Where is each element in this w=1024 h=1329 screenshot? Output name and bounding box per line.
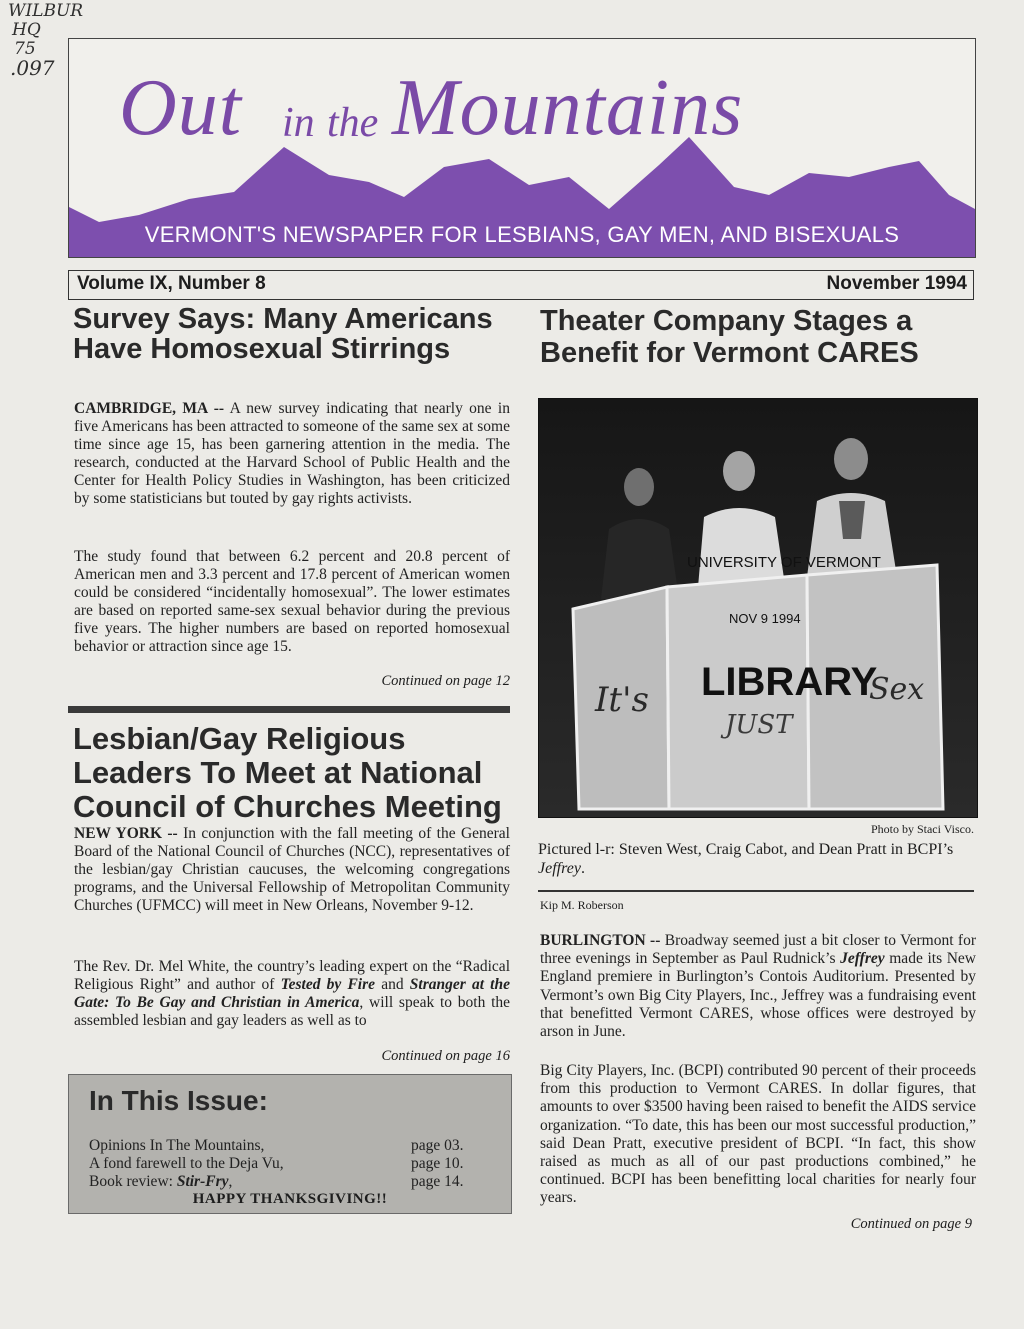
photo-date-text: NOV 9 1994 [729,611,801,626]
tagline: VERMONT'S NEWSPAPER FOR LESBIANS, GAY MEN, AND BISEXUALS [144,222,900,247]
survey-headline: Survey Says: Many Americans Have Homosexual Stirrings [73,303,493,365]
paragraph-text: , will speak to both the assembled lesbian and gay leaders as well as to [74,994,511,1029]
toc-label-title: Stir-Fry [176,1173,229,1190]
toc-label-text: , [228,1173,233,1190]
thanksgiving-greeting: HAPPY THANKSGIVING!! [192,1191,388,1207]
paragraph-text: A new survey indicating that nearly one in five Americans has been attracted to someone of the same sex at some time since age 15, has been garnering attention in the media. The research, conducted at the Harvard School of Public Health and the Center for Health Policy Studies in Washington, has been criticized by some statisticians but touted by gay rights activists. [74,400,510,507]
religious-headline: Lesbian/Gay Religious Leaders To Meet at National Council of Churches Meeting [73,721,502,824]
caption-text: Pictured l-r: Steven West, Craig Cabot, and Dean Pratt in BCPI’s [538,841,954,858]
theater-headline: Theater Company Stages a Benefit for Vermont CARES [540,305,919,369]
paragraph-text: The Rev. Dr. Mel White, the country’s leading expert on the “Radical Religious Right” and author of [74,958,510,993]
handwritten-line: 75 [14,39,36,59]
byline: Kip M. Roberson [540,898,624,912]
religious-paragraph-1 [74,825,510,915]
dateline: CAMBRIDGE, MA -- [74,400,225,417]
book-title: Stranger at the Gate: To Be Gay and Christian in America [74,976,510,1011]
dateline: NEW YORK -- [74,825,178,842]
issue-bar [68,270,974,300]
toc-label-text: Book review: [89,1173,177,1190]
box-title: In This Issue: [89,1085,268,1116]
photo-sign-word: Sex [869,672,925,707]
stage-photo-image [539,399,977,817]
in-this-issue-box [68,1074,512,1214]
religious-paragraph-2 [74,958,510,1030]
photo-sign-word: JUST [725,710,793,740]
stage-photo [538,398,978,818]
photo-banner-text: UNIVERSITY OF VERMONT [687,554,881,571]
issue-volume: Volume IX, Number 8 [77,273,266,294]
theater-paragraph-2: Big City Players, Inc. (BCPI) contributed 90 percent of their proceeds from this production to Vermont CARES. In dollar figures, that amounts to over $3500 having been raised to benefit the AIDS service organization. “To date, this has been our most successful production,” said Dean Pratt, executive president of BCPI. “In fact, this show raised as much as all of our past productions combined,” he continued. BCPI has been benefitting local charities for nearly four years. [540,1062,976,1207]
paragraph-text: In conjunction with the fall meeting of the General Board of the National Council of Churches (NCC), representatives of the lesbian/gay Christian caucuses, the welcoming congregations programs, and the Universal Fellowship of Metropolitan Community Churches (UFMCC) will meet in New Orleans, November 9-12. [74,825,510,914]
caption-title: Jeffrey [538,860,581,877]
divider-rule [68,706,510,713]
masthead [68,38,976,258]
survey-paragraph-1 [74,400,510,508]
dateline: BURLINGTON -- [540,932,661,949]
photo-sign-word: LIBRARY [701,660,878,704]
toc-label: A fond farewell to the Deja Vu, [89,1155,284,1172]
paragraph-text: Broadway seemed just a bit closer to Vermont for three evenings in September as Paul Rudnick’s [540,932,976,968]
photo-caption [538,840,974,878]
play-title: Jeffrey [840,950,885,968]
toc-label [89,1173,232,1191]
title-word: Out [119,64,242,152]
toc-page: page 14. [411,1173,464,1190]
continued-link[interactable]: Continued on page 16 [381,1048,510,1064]
title-word: the [327,100,379,146]
photo-sign-word: It's [595,680,649,720]
continued-link[interactable]: Continued on page 9 [850,1216,972,1232]
toc-label: Opinions In The Mountains, [89,1137,265,1154]
paragraph-text: made its New England premiere in Burlington’s Contois Auditorium. Presented by Vermont’s own Big City Players, Inc., Jeffrey was a fundraising event that benefitted Vermont CARES, whose offices were destroyed by arson in June. [540,950,976,1041]
caption-text: . [580,860,585,877]
paragraph-text: and [375,976,410,993]
toc-page: page 03. [411,1137,464,1154]
handwritten-line: .097 [10,56,55,80]
title-word: Mountains [392,64,744,152]
handwritten-line: HQ [12,20,41,40]
continued-link[interactable]: Continued on page 12 [381,673,510,689]
issue-date: November 1994 [826,273,967,294]
book-title: Tested by Fire [280,976,376,993]
theater-paragraph-1 [540,932,976,1041]
title-word: in [282,100,315,146]
photo-credit: Photo by Staci Visco. [870,822,974,836]
handwritten-line: WILBUR [8,1,84,21]
survey-paragraph-2: The study found that between 6.2 percent and 20.8 percent of American men and 3.3 percent and 17.8 percent of American women could be considered “incidentally homosexual”. The lower estimates are based on reported same-sex sexual behavior during the previous five years. The higher numbers are based on reported homosexual behavior or attraction since age 15. [74,548,510,655]
toc-page: page 10. [411,1155,464,1172]
divider-rule [538,890,974,892]
